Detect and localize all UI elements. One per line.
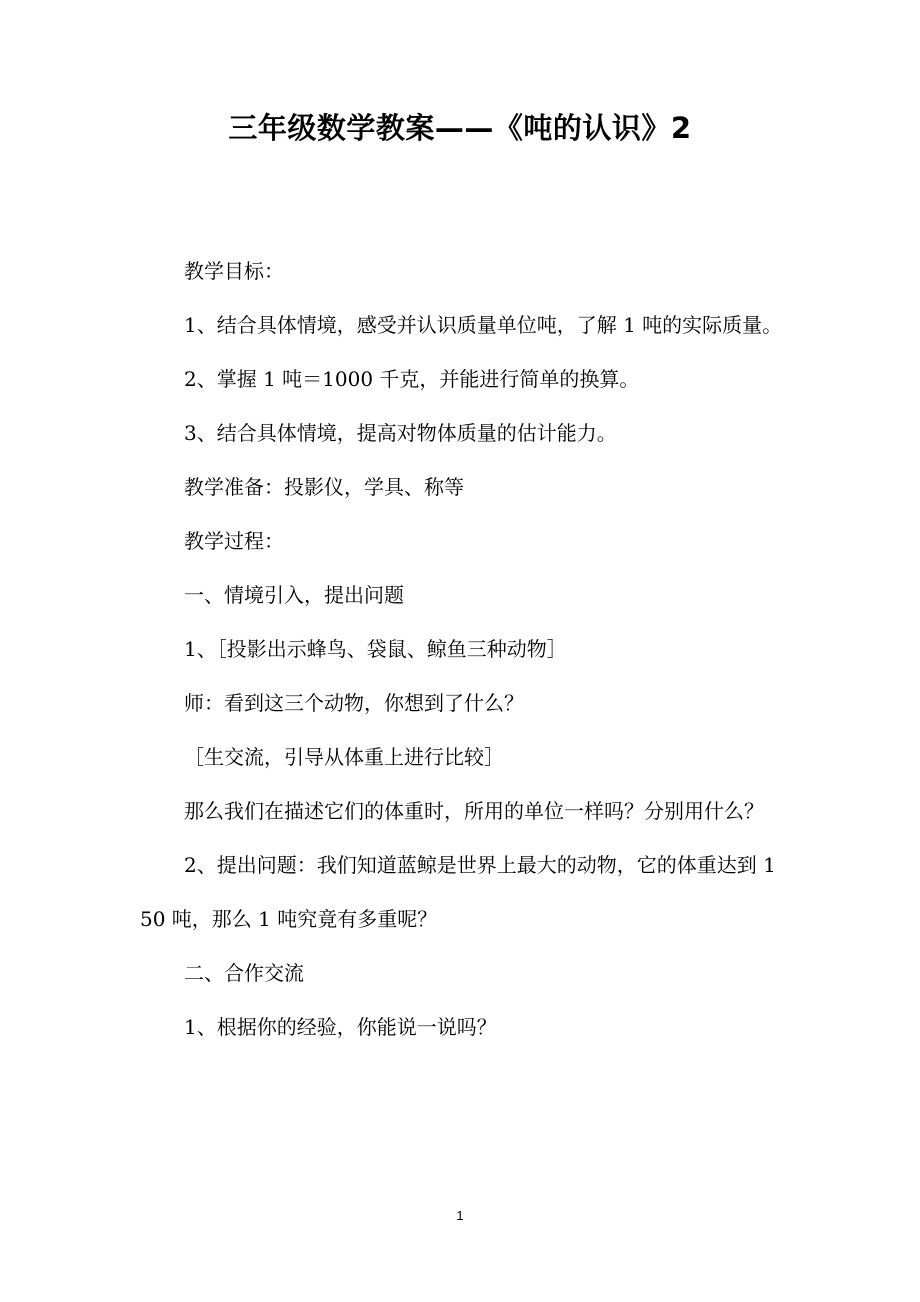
paragraph-unit-question: 那么我们在描述它们的体重时，所用的单位一样吗？分别用什么？ <box>184 799 764 823</box>
paragraph-section-1: 一、情境引入，提出问题 <box>184 583 404 607</box>
paragraph-item-1: 1、［投影出示蜂鸟、袋鼠、鲸鱼三种动物］ <box>184 637 567 661</box>
paragraph-teaching-prep: 教学准备：投影仪，学具、称等 <box>184 475 464 499</box>
paragraph-section-2: 二、合作交流 <box>184 961 304 985</box>
document-body <box>140 244 784 1054</box>
paragraph-item-2: 2、提出问题：我们知道蓝鲸是世界上最大的动物，它的体重达到 150 吨，那么 1 吨究竟有多重呢？ <box>140 853 776 931</box>
paragraph-goal-1: 1、结合具体情境，感受并认识质量单位吨，了解 1 吨的实际质量。 <box>184 313 783 337</box>
paragraph-teaching-goals: 教学目标： <box>184 259 284 283</box>
paragraph-item-3: 1、根据你的经验，你能说一说吗？ <box>184 1015 497 1039</box>
paragraph-teaching-process: 教学过程： <box>184 529 284 553</box>
paragraph-student-exchange: ［生交流，引导从体重上进行比较］ <box>184 745 504 769</box>
paragraph-teacher-question: 师：看到这三个动物，你想到了什么？ <box>184 691 524 715</box>
page-number: 1 <box>456 1208 464 1223</box>
paragraph-goal-2: 2、掌握 1 吨＝1000 千克，并能进行简单的换算。 <box>184 367 640 391</box>
paragraph-goal-3: 3、结合具体情境，提高对物体质量的估计能力。 <box>184 421 617 445</box>
document-title: 三年级数学教案——《吨的认识》2 <box>228 111 692 145</box>
